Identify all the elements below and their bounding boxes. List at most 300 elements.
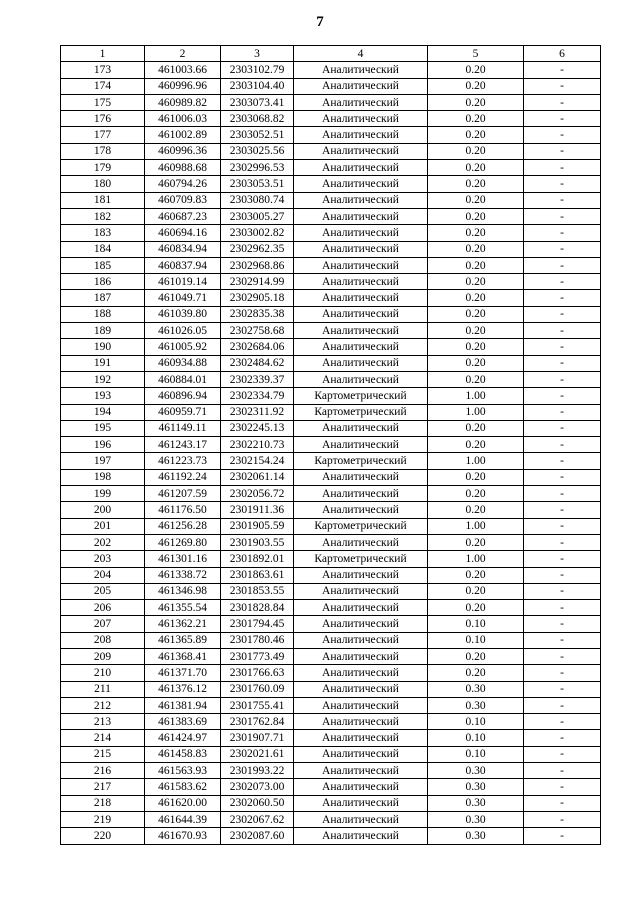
table-cell: 461256.28: [145, 518, 221, 534]
table-cell: 173: [61, 62, 145, 78]
table-cell: 199: [61, 486, 145, 502]
table-cell: 176: [61, 111, 145, 127]
table-cell: 0.20: [428, 665, 524, 681]
table-cell: -: [524, 94, 601, 110]
table-row: [61, 502, 601, 518]
table-cell: 2302914.99: [221, 274, 294, 290]
table-cell: 460837.94: [145, 257, 221, 273]
table-cell: Аналитический: [294, 355, 428, 371]
table-row: [61, 208, 601, 224]
table-cell: 460934.88: [145, 355, 221, 371]
table-cell: 0.20: [428, 225, 524, 241]
table-cell: 195: [61, 420, 145, 436]
table-cell: 2302210.73: [221, 437, 294, 453]
table-cell: -: [524, 290, 601, 306]
table-cell: -: [524, 795, 601, 811]
table-cell: 0.20: [428, 290, 524, 306]
table-cell: Картометрический: [294, 404, 428, 420]
table-cell: 219: [61, 811, 145, 827]
table-cell: 0.20: [428, 192, 524, 208]
table-cell: 175: [61, 94, 145, 110]
table-cell: 461026.05: [145, 323, 221, 339]
table-cell: Аналитический: [294, 94, 428, 110]
table-cell: 0.20: [428, 241, 524, 257]
table-cell: 2301760.09: [221, 681, 294, 697]
table-cell: 2301794.45: [221, 616, 294, 632]
table-cell: 460988.68: [145, 160, 221, 176]
table-row: [61, 632, 601, 648]
table-cell: 2302021.61: [221, 746, 294, 762]
table-cell: 0.20: [428, 94, 524, 110]
table-cell: 461583.62: [145, 779, 221, 795]
table-row: [61, 371, 601, 387]
table-cell: -: [524, 127, 601, 143]
table-cell: 461019.14: [145, 274, 221, 290]
table-cell: 178: [61, 143, 145, 159]
table-cell: 2302067.62: [221, 811, 294, 827]
table-cell: 182: [61, 208, 145, 224]
table-cell: 2302154.24: [221, 453, 294, 469]
table-cell: Аналитический: [294, 192, 428, 208]
column-header: 3: [221, 46, 294, 62]
table-cell: 187: [61, 290, 145, 306]
table-cell: 2303005.27: [221, 208, 294, 224]
table-cell: -: [524, 518, 601, 534]
table-cell: 180: [61, 176, 145, 192]
table-cell: 461362.21: [145, 616, 221, 632]
table-cell: 1.00: [428, 551, 524, 567]
table-cell: Аналитический: [294, 534, 428, 550]
table-row: [61, 274, 601, 290]
table-cell: 0.20: [428, 648, 524, 664]
table-cell: Аналитический: [294, 420, 428, 436]
table-row: [61, 404, 601, 420]
table-cell: 2301762.84: [221, 714, 294, 730]
table-cell: 2302334.79: [221, 388, 294, 404]
table-cell: 2302968.86: [221, 257, 294, 273]
table-cell: 461365.89: [145, 632, 221, 648]
table-cell: -: [524, 453, 601, 469]
table-cell: Аналитический: [294, 127, 428, 143]
table-cell: 0.20: [428, 486, 524, 502]
table-cell: -: [524, 681, 601, 697]
table-cell: Аналитический: [294, 681, 428, 697]
column-header: 5: [428, 46, 524, 62]
table-cell: 0.10: [428, 632, 524, 648]
table-cell: 174: [61, 78, 145, 94]
table-cell: 461644.39: [145, 811, 221, 827]
table-cell: 202: [61, 534, 145, 550]
table-cell: 460884.01: [145, 371, 221, 387]
table-cell: 460694.16: [145, 225, 221, 241]
table-cell: 212: [61, 697, 145, 713]
table-cell: 460794.26: [145, 176, 221, 192]
table-cell: 460996.36: [145, 143, 221, 159]
table-cell: 217: [61, 779, 145, 795]
table-cell: 2302311.92: [221, 404, 294, 420]
table-cell: -: [524, 567, 601, 583]
table-row: [61, 681, 601, 697]
table-cell: Аналитический: [294, 306, 428, 322]
table-cell: Аналитический: [294, 600, 428, 616]
table-cell: 0.20: [428, 257, 524, 273]
table-cell: 2302087.60: [221, 828, 294, 844]
table-row: [61, 453, 601, 469]
table-cell: 2302073.00: [221, 779, 294, 795]
table-row: [61, 192, 601, 208]
table-row: [61, 160, 601, 176]
column-header: 6: [524, 46, 601, 62]
table-cell: -: [524, 339, 601, 355]
table-row: [61, 62, 601, 78]
column-header: 2: [145, 46, 221, 62]
table-cell: Аналитический: [294, 371, 428, 387]
table-cell: 2301863.61: [221, 567, 294, 583]
table-row: [61, 323, 601, 339]
table-row: [61, 811, 601, 827]
table-cell: 461620.00: [145, 795, 221, 811]
table-cell: 177: [61, 127, 145, 143]
table-row: [61, 420, 601, 436]
table-cell: 0.20: [428, 208, 524, 224]
table-cell: Аналитический: [294, 274, 428, 290]
table-cell: -: [524, 355, 601, 371]
table-cell: 186: [61, 274, 145, 290]
table-cell: 198: [61, 469, 145, 485]
table-cell: 196: [61, 437, 145, 453]
table-cell: 197: [61, 453, 145, 469]
table-cell: 200: [61, 502, 145, 518]
table-row: [61, 355, 601, 371]
table-cell: -: [524, 811, 601, 827]
table-cell: Аналитический: [294, 583, 428, 599]
table-cell: Аналитический: [294, 437, 428, 453]
table-cell: 461207.59: [145, 486, 221, 502]
table-cell: -: [524, 616, 601, 632]
table-cell: 461346.98: [145, 583, 221, 599]
table-cell: 2302962.35: [221, 241, 294, 257]
table-cell: 461006.03: [145, 111, 221, 127]
table-cell: 204: [61, 567, 145, 583]
table-cell: 0.30: [428, 779, 524, 795]
table-cell: 192: [61, 371, 145, 387]
table-row: [61, 486, 601, 502]
table-cell: 1.00: [428, 518, 524, 534]
table-cell: 2302060.50: [221, 795, 294, 811]
table-cell: 2302245.13: [221, 420, 294, 436]
table-cell: 461371.70: [145, 665, 221, 681]
table-cell: 183: [61, 225, 145, 241]
table-cell: 0.30: [428, 795, 524, 811]
table-cell: 2303002.82: [221, 225, 294, 241]
table-row: [61, 583, 601, 599]
table-cell: 184: [61, 241, 145, 257]
table-row: [61, 518, 601, 534]
table-cell: 461338.72: [145, 567, 221, 583]
table-cell: Аналитический: [294, 648, 428, 664]
table-cell: Аналитический: [294, 828, 428, 844]
table-cell: -: [524, 78, 601, 94]
table-cell: 194: [61, 404, 145, 420]
table-cell: 0.30: [428, 828, 524, 844]
table-row: [61, 225, 601, 241]
table-cell: 220: [61, 828, 145, 844]
table-cell: 461670.93: [145, 828, 221, 844]
table-cell: -: [524, 323, 601, 339]
table-cell: Аналитический: [294, 323, 428, 339]
table-cell: 2301853.55: [221, 583, 294, 599]
table-cell: Аналитический: [294, 208, 428, 224]
table-row: [61, 665, 601, 681]
table-cell: -: [524, 779, 601, 795]
table-cell: Аналитический: [294, 257, 428, 273]
table-cell: 2302484.62: [221, 355, 294, 371]
table-row: [61, 339, 601, 355]
coordinates-table: [60, 45, 601, 845]
table-cell: 461301.16: [145, 551, 221, 567]
table-row: [61, 257, 601, 273]
table-cell: 0.30: [428, 763, 524, 779]
table-cell: Аналитический: [294, 632, 428, 648]
table-cell: 207: [61, 616, 145, 632]
table-cell: -: [524, 763, 601, 779]
table-cell: 0.10: [428, 714, 524, 730]
table-cell: 2301907.71: [221, 730, 294, 746]
table-cell: -: [524, 469, 601, 485]
table-cell: 2301755.41: [221, 697, 294, 713]
table-cell: -: [524, 746, 601, 762]
table-cell: 2301903.55: [221, 534, 294, 550]
table-cell: 460896.94: [145, 388, 221, 404]
table-cell: 461355.54: [145, 600, 221, 616]
table-cell: 209: [61, 648, 145, 664]
table-cell: -: [524, 714, 601, 730]
table-cell: -: [524, 583, 601, 599]
table-cell: 203: [61, 551, 145, 567]
table-cell: 2302996.53: [221, 160, 294, 176]
column-header: 4: [294, 46, 428, 62]
table-cell: 0.20: [428, 534, 524, 550]
table-row: [61, 241, 601, 257]
table-cell: 206: [61, 600, 145, 616]
table-cell: 2302905.18: [221, 290, 294, 306]
table-body: [61, 62, 601, 844]
table-cell: Аналитический: [294, 111, 428, 127]
table-row: [61, 828, 601, 844]
table-row: [61, 746, 601, 762]
table-cell: -: [524, 632, 601, 648]
table-cell: Аналитический: [294, 241, 428, 257]
table-cell: Аналитический: [294, 714, 428, 730]
table-cell: 2301780.46: [221, 632, 294, 648]
table-cell: 0.10: [428, 730, 524, 746]
table-cell: 0.20: [428, 355, 524, 371]
table-row: [61, 551, 601, 567]
table-cell: -: [524, 420, 601, 436]
table-cell: -: [524, 225, 601, 241]
table-cell: 2302758.68: [221, 323, 294, 339]
table-cell: -: [524, 551, 601, 567]
table-cell: 460709.83: [145, 192, 221, 208]
table-cell: 2303025.56: [221, 143, 294, 159]
table-cell: -: [524, 730, 601, 746]
table-cell: 0.20: [428, 600, 524, 616]
table-cell: Картометрический: [294, 388, 428, 404]
table-cell: -: [524, 502, 601, 518]
table-row: [61, 469, 601, 485]
table-cell: Аналитический: [294, 339, 428, 355]
table-cell: -: [524, 160, 601, 176]
table-row: [61, 534, 601, 550]
table-cell: 0.20: [428, 127, 524, 143]
table-cell: -: [524, 648, 601, 664]
table-row: [61, 730, 601, 746]
table-cell: -: [524, 600, 601, 616]
table-row: [61, 127, 601, 143]
table-cell: Аналитический: [294, 746, 428, 762]
table-cell: 0.20: [428, 420, 524, 436]
table-cell: 461039.80: [145, 306, 221, 322]
table-row: [61, 78, 601, 94]
table-cell: 205: [61, 583, 145, 599]
table-cell: 0.20: [428, 143, 524, 159]
table-cell: 0.20: [428, 306, 524, 322]
table-cell: 0.20: [428, 323, 524, 339]
table-cell: 213: [61, 714, 145, 730]
table-cell: Аналитический: [294, 486, 428, 502]
table-cell: Аналитический: [294, 225, 428, 241]
table-cell: -: [524, 404, 601, 420]
table-cell: 1.00: [428, 453, 524, 469]
table-cell: 0.20: [428, 502, 524, 518]
table-cell: 0.30: [428, 811, 524, 827]
table-cell: Аналитический: [294, 795, 428, 811]
table-cell: 191: [61, 355, 145, 371]
table-cell: Аналитический: [294, 811, 428, 827]
table-row: [61, 306, 601, 322]
table-row: [61, 697, 601, 713]
table-cell: 2302056.72: [221, 486, 294, 502]
table-cell: 2302339.37: [221, 371, 294, 387]
table-cell: Аналитический: [294, 160, 428, 176]
table-cell: 2302835.38: [221, 306, 294, 322]
table-cell: Аналитический: [294, 469, 428, 485]
table-cell: 461002.89: [145, 127, 221, 143]
table-cell: Картометрический: [294, 518, 428, 534]
table-cell: 0.30: [428, 681, 524, 697]
table-row: [61, 779, 601, 795]
table-cell: Аналитический: [294, 616, 428, 632]
table-row: [61, 111, 601, 127]
table-cell: 2301766.63: [221, 665, 294, 681]
table-cell: 214: [61, 730, 145, 746]
table-row: [61, 567, 601, 583]
table-cell: -: [524, 306, 601, 322]
table-cell: 2301892.01: [221, 551, 294, 567]
page-number: 7: [316, 14, 324, 30]
table-cell: -: [524, 62, 601, 78]
table-cell: 460834.94: [145, 241, 221, 257]
table-row: [61, 143, 601, 159]
table-cell: 2303104.40: [221, 78, 294, 94]
table-cell: 0.20: [428, 339, 524, 355]
table-cell: 461563.93: [145, 763, 221, 779]
table-cell: -: [524, 534, 601, 550]
table-cell: -: [524, 176, 601, 192]
table-cell: Аналитический: [294, 730, 428, 746]
table-cell: 0.20: [428, 437, 524, 453]
table-row: [61, 648, 601, 664]
table-cell: Аналитический: [294, 176, 428, 192]
table-cell: -: [524, 665, 601, 681]
table-cell: 461381.94: [145, 697, 221, 713]
table-cell: 2303102.79: [221, 62, 294, 78]
table-row: [61, 290, 601, 306]
table-cell: 208: [61, 632, 145, 648]
table-cell: Аналитический: [294, 779, 428, 795]
table-row: [61, 176, 601, 192]
table-cell: 0.20: [428, 567, 524, 583]
table-cell: -: [524, 208, 601, 224]
table-cell: 2303052.51: [221, 127, 294, 143]
table-row: [61, 600, 601, 616]
table-cell: 216: [61, 763, 145, 779]
table-cell: -: [524, 388, 601, 404]
table-cell: 189: [61, 323, 145, 339]
table-cell: Аналитический: [294, 763, 428, 779]
table-cell: 201: [61, 518, 145, 534]
table-cell: -: [524, 697, 601, 713]
table-cell: Картометрический: [294, 453, 428, 469]
table-cell: 2303068.82: [221, 111, 294, 127]
table-cell: 461368.41: [145, 648, 221, 664]
table-cell: 211: [61, 681, 145, 697]
table-cell: 460687.23: [145, 208, 221, 224]
table-cell: 2302684.06: [221, 339, 294, 355]
table-cell: -: [524, 486, 601, 502]
table-cell: 461458.83: [145, 746, 221, 762]
table-cell: 185: [61, 257, 145, 273]
table-cell: 193: [61, 388, 145, 404]
table-cell: Аналитический: [294, 697, 428, 713]
table-cell: 461376.12: [145, 681, 221, 697]
table-cell: 0.20: [428, 62, 524, 78]
table-cell: Аналитический: [294, 665, 428, 681]
table-cell: 181: [61, 192, 145, 208]
table-cell: 2302061.14: [221, 469, 294, 485]
table-cell: 218: [61, 795, 145, 811]
table-cell: 0.20: [428, 176, 524, 192]
table-cell: 2301773.49: [221, 648, 294, 664]
table-cell: 2301905.59: [221, 518, 294, 534]
table-cell: 0.30: [428, 697, 524, 713]
table-row: [61, 714, 601, 730]
table-row: [61, 388, 601, 404]
table-cell: 461223.73: [145, 453, 221, 469]
table-cell: Аналитический: [294, 502, 428, 518]
column-header: 1: [61, 46, 145, 62]
table-cell: 461003.66: [145, 62, 221, 78]
table-cell: 2303080.74: [221, 192, 294, 208]
table-cell: -: [524, 192, 601, 208]
table-cell: 460996.96: [145, 78, 221, 94]
table-row: [61, 795, 601, 811]
table-header-row: [61, 46, 601, 62]
table-cell: 188: [61, 306, 145, 322]
table-row: [61, 616, 601, 632]
table-cell: 190: [61, 339, 145, 355]
table-cell: Аналитический: [294, 290, 428, 306]
